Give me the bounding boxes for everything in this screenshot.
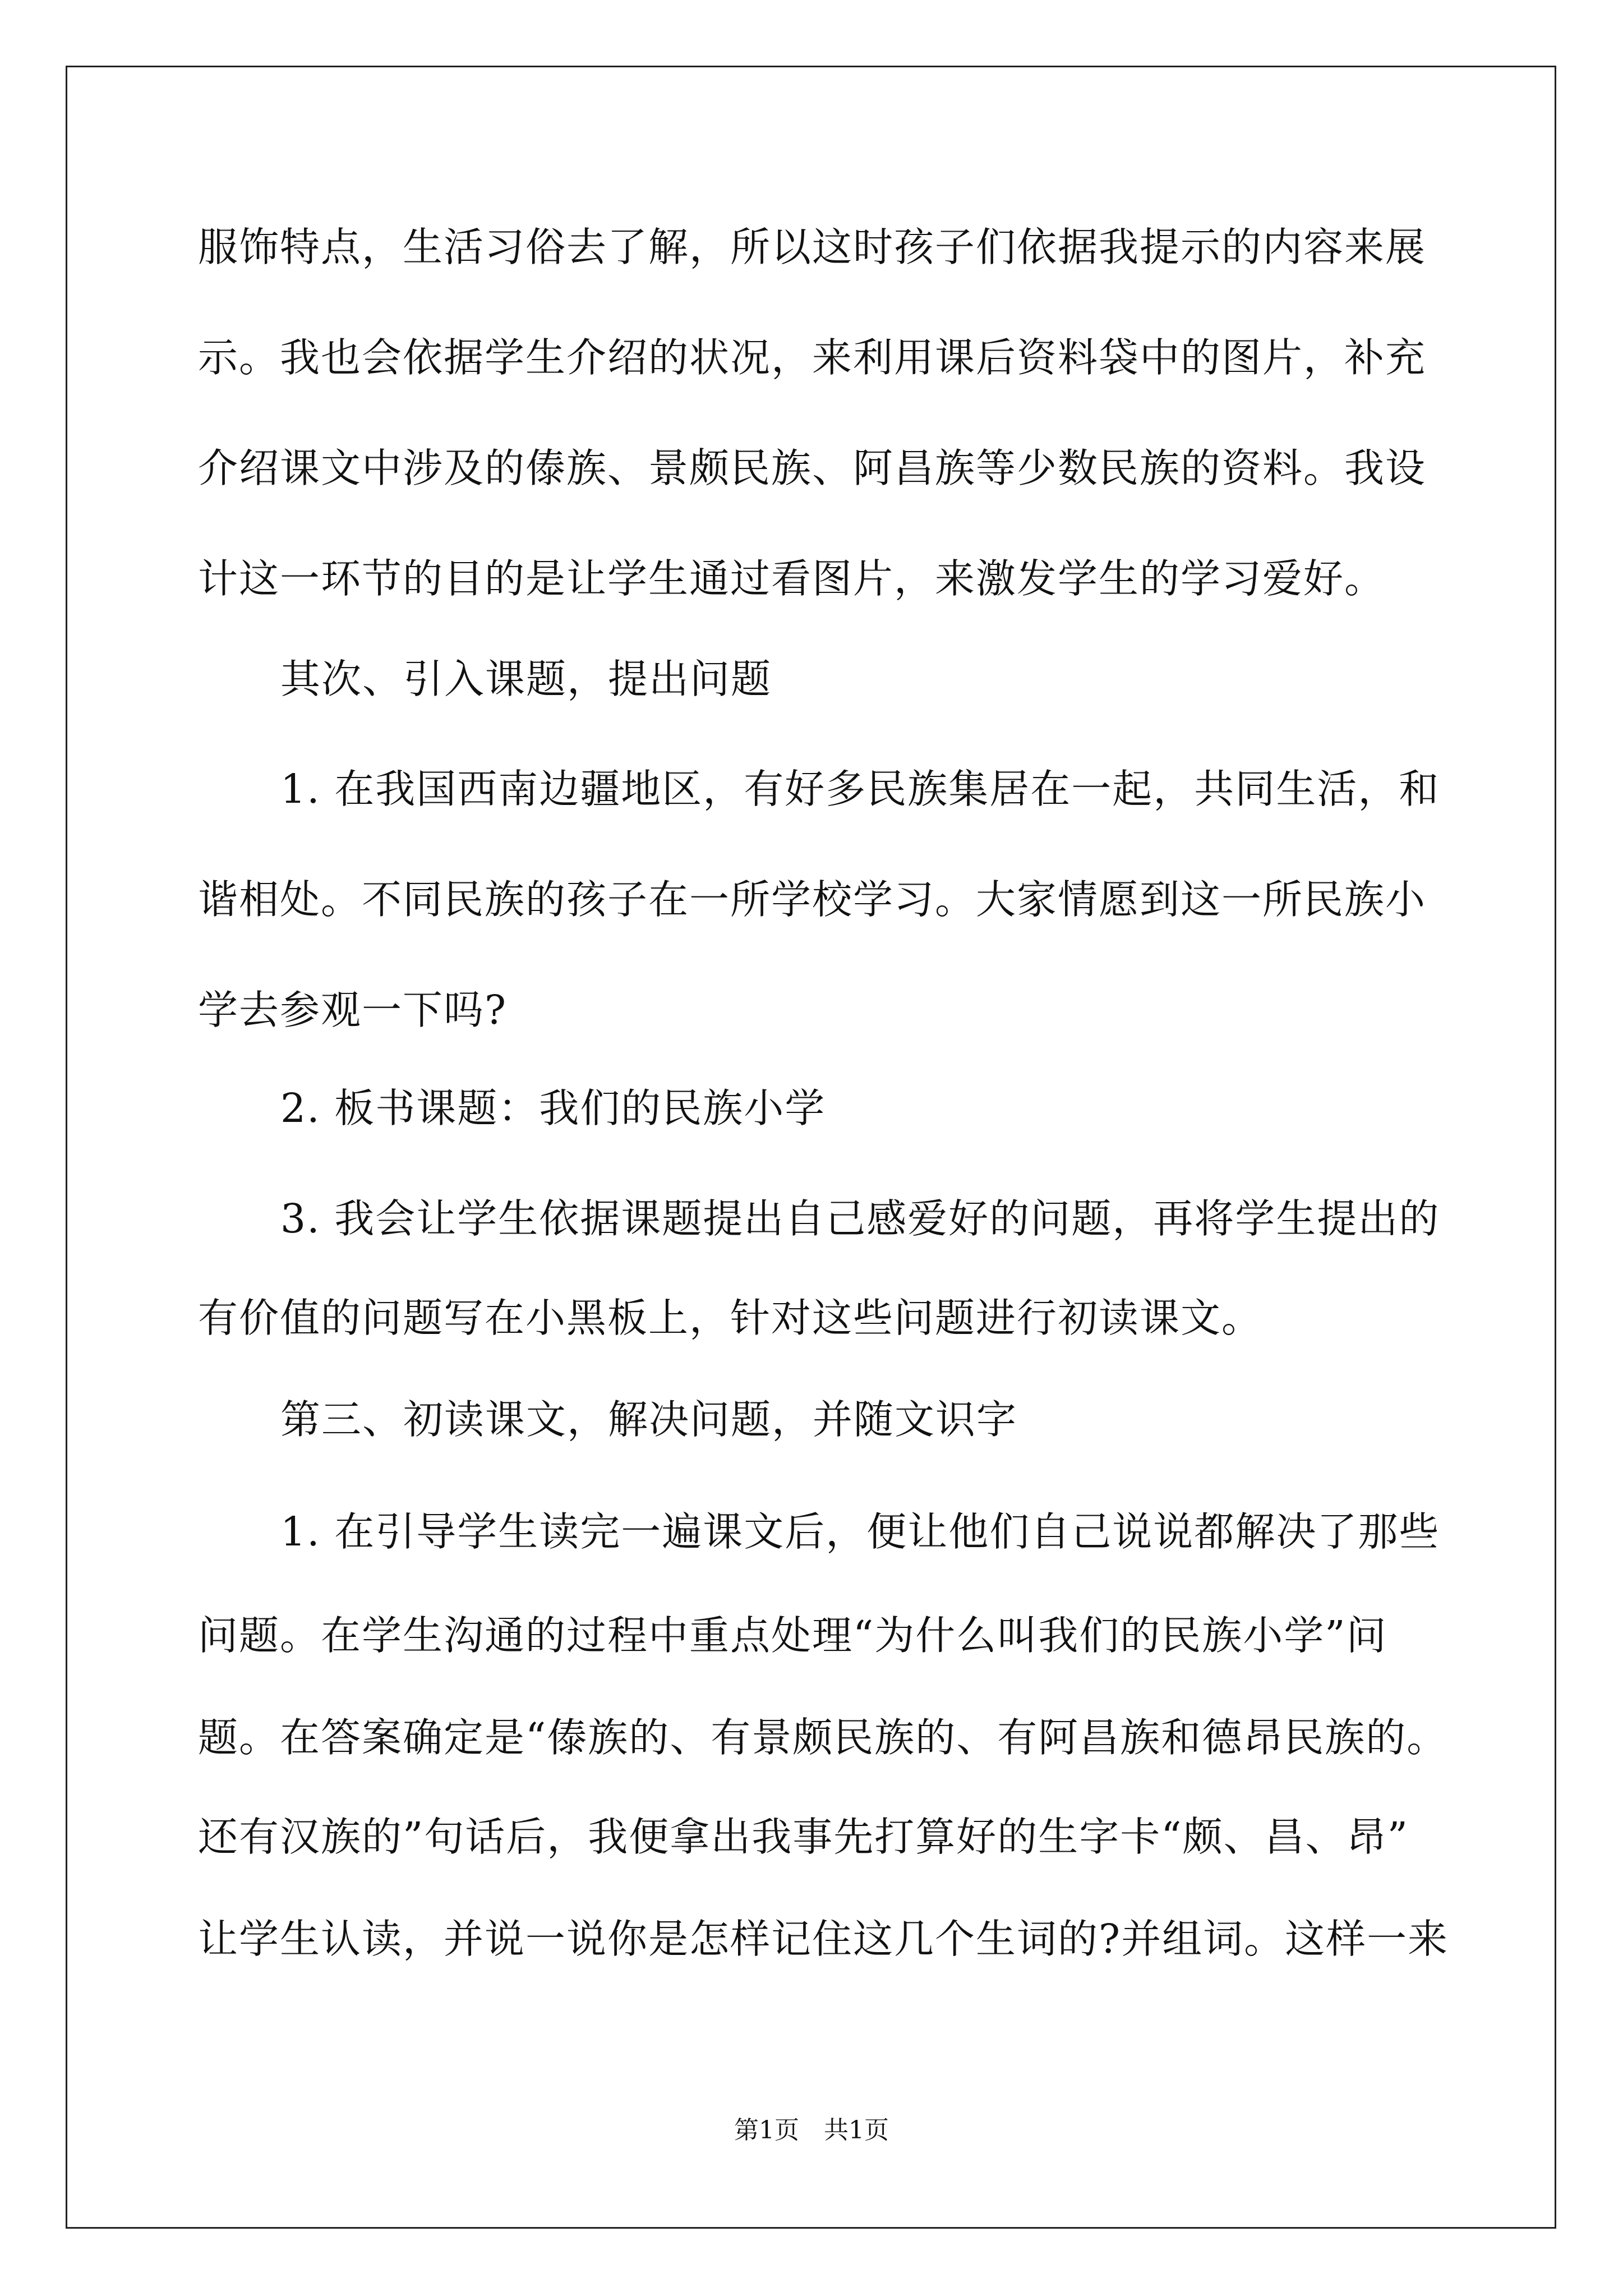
text-line: 服饰特点，生活习俗去了解，所以这时孩子们依据我提示的内容来展	[198, 224, 1427, 270]
text-line: 题。在答案确定是“傣族的、有景颇民族的、有阿昌族和德昂民族的。	[198, 1714, 1448, 1761]
text-line: 让学生认读，并说一说你是怎样记住这几个生词的?并组词。这样一来	[198, 1916, 1449, 1962]
text-line: 谐相处。不同民族的孩子在一所学校学习。大家情愿到这一所民族小	[198, 876, 1427, 923]
section-heading: 第三、初读课文，解决问题，并随文识字	[280, 1396, 1018, 1443]
text-line: 计这一环节的目的是让学生通过看图片，来激发学生的学习爱好。	[198, 555, 1386, 602]
text-line: 示。我也会依据学生介绍的状况，来利用课后资料袋中的图片，补充	[198, 334, 1427, 381]
page-number: 第1页 共1页	[734, 2116, 889, 2145]
text-line: 1. 在我国西南边疆地区，有好多民族集居在一起，共同生活，和	[280, 766, 1440, 812]
text-line: 问题。在学生沟通的过程中重点处理“为什么叫我们的民族小学”问	[198, 1612, 1387, 1659]
text-line: 还有汉族的”句话后，我便拿出我事先打算好的生字卡“颇、昌、昂”	[198, 1814, 1409, 1860]
section-heading: 其次、引入课题，提出问题	[280, 656, 772, 702]
text-line: 有价值的问题写在小黑板上，针对这些问题进行初读课文。	[198, 1295, 1263, 1341]
text-line: 1. 在引导学生读完一遍课文后，便让他们自己说说都解决了那些	[280, 1508, 1440, 1555]
text-line: 学去参观一下吗?	[198, 987, 508, 1033]
text-line: 介绍课文中涉及的傣族、景颇民族、阿昌族等少数民族的资料。我设	[198, 445, 1427, 491]
text-line: 2. 板书课题：我们的民族小学	[280, 1085, 826, 1131]
text-line: 3. 我会让学生依据课题提出自己感爱好的问题，再将学生提出的	[280, 1195, 1440, 1242]
